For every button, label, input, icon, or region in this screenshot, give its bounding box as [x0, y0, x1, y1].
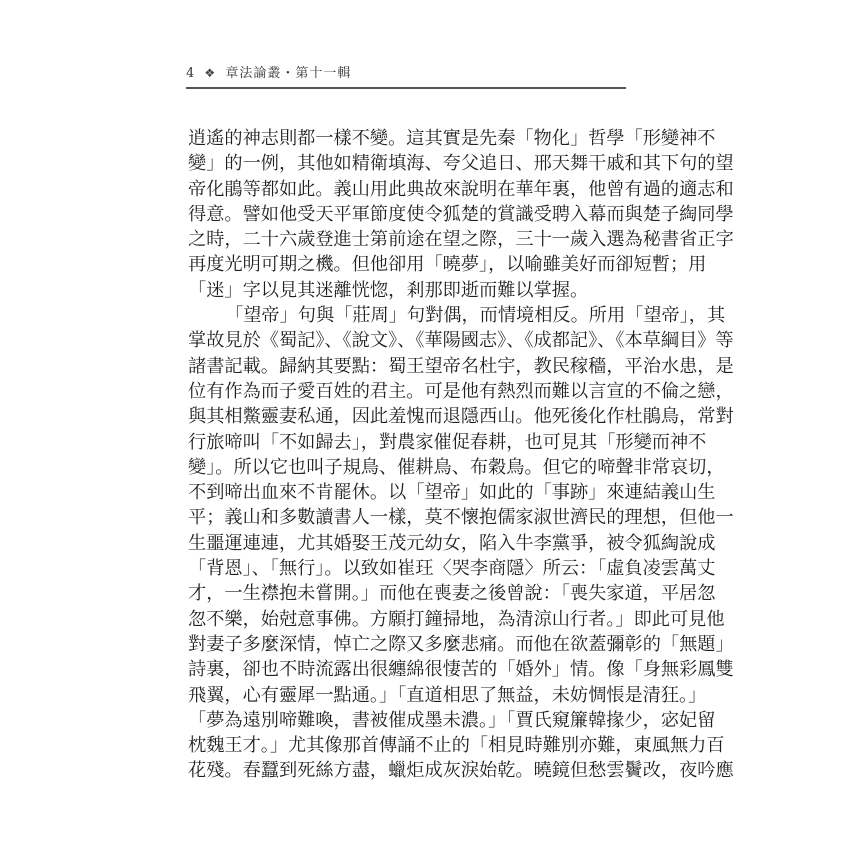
- text-line: 帝化鵑等都如此。義山用此典故來說明在華年裏，他曾有過的適志和: [188, 178, 734, 200]
- text-line: 再度光明可期之機。但他卻用「曉夢」，以喻雖美好而卻短暫；用: [188, 254, 707, 276]
- page-number: 4: [186, 66, 196, 81]
- text-line: 得意。譬如他受天平軍節度使令狐楚的賞識受聘入幕而與楚子綯同學: [188, 203, 734, 225]
- text-line: 逍遙的神志則都一樣不變。這其實是先秦「物化」哲學「形變神不: [188, 128, 716, 149]
- text-line: 詩裏，卻也不時流露出很纏綿很悽苦的「婚外」情。像「身無彩鳳雙: [188, 659, 734, 681]
- text-line: 掌故見於《蜀記》、《說文》、《華陽國志》、《成都記》、《本草綱目》等: [188, 330, 734, 352]
- running-header: [186, 62, 626, 82]
- text-line: 飛翼，心有靈犀一點通。」「直道相思了無益，未妨惆悵是清狂。」: [188, 684, 707, 706]
- body-text: [188, 126, 734, 784]
- text-line: 對妻子多麼深情，悼亡之際又多麼悲痛。而他在欲蓋彌彰的「無題」: [188, 633, 734, 655]
- header-rule: [186, 87, 626, 89]
- text-line: 花殘。春蠶到死絲方盡，蠟炬成灰淚始乾。曉鏡但愁雲鬢改，夜吟應: [188, 760, 734, 782]
- text-line: 忽不樂，始尅意事佛。方願打鐘掃地，為清涼山行者。」即此可見他: [188, 608, 725, 630]
- text-line: 枕魏王才。」尤其像那首傳誦不止的「相見時難別亦難，東風無力百: [188, 735, 725, 757]
- text-line: 變」。所以它也叫子規鳥、催耕鳥、布穀鳥。但它的啼聲非常哀切，: [188, 456, 725, 478]
- text-line: 變」的一例，其他如精衛填海、夸父追日、邢天舞干戚和其下句的望: [188, 153, 734, 175]
- text-line: 「迷」字以見其迷離恍惚，剎那即逝而難以掌握。: [188, 279, 589, 301]
- running-title: 章法論叢・第十一輯: [225, 66, 352, 81]
- text-line: 諸書記載。歸納其要點：蜀王望帝名杜宇，教民稼穡，平治水患，是: [188, 355, 734, 377]
- text-line: 不到啼出血來不肯罷休。以「望帝」如此的「事跡」來連結義山生: [188, 482, 716, 504]
- text-line: 「背恩」、「無行」。以致如崔玨〈哭李商隱〉所云：「虛負凌雲萬丈: [188, 558, 716, 580]
- text-line: 行旅啼叫「不如歸去」，對農家催促春耕，也可見其「形變而神不: [188, 431, 707, 453]
- ornament-icon: ❖: [204, 66, 217, 80]
- text-line: 位有作為而子愛百姓的君主。可是他有熱烈而難以言宣的不倫之戀，: [188, 380, 734, 402]
- text-line: 「夢為遠別啼難喚，書被催成墨未濃。」「賈氏窺簾韓掾少，宓妃留: [188, 709, 716, 731]
- text-line: 平；義山和多數讀書人一樣，莫不懷抱儒家淑世濟民的理想，但他一: [188, 507, 734, 529]
- text-line: 生噩運連連，尤其婚娶王茂元幼女，陷入牛李黨爭，被令狐綯說成: [188, 532, 716, 554]
- text-line: 才，一生襟抱未嘗開。」而他在喪妻之後曾說：「喪失家道，平居忽: [188, 583, 716, 605]
- text-line: 之時，二十六歲登進士第前途在望之際，三十一歲入選為秘書省正字: [188, 229, 734, 251]
- text-line: 與其相鱉靈妻私通，因此羞愧而退隱西山。他死後化作杜鵑鳥，常對: [188, 406, 734, 428]
- paragraph-start-line: 「望帝」句與「莊周」句對偶，而情境相反。所用「望帝」，其: [225, 305, 726, 327]
